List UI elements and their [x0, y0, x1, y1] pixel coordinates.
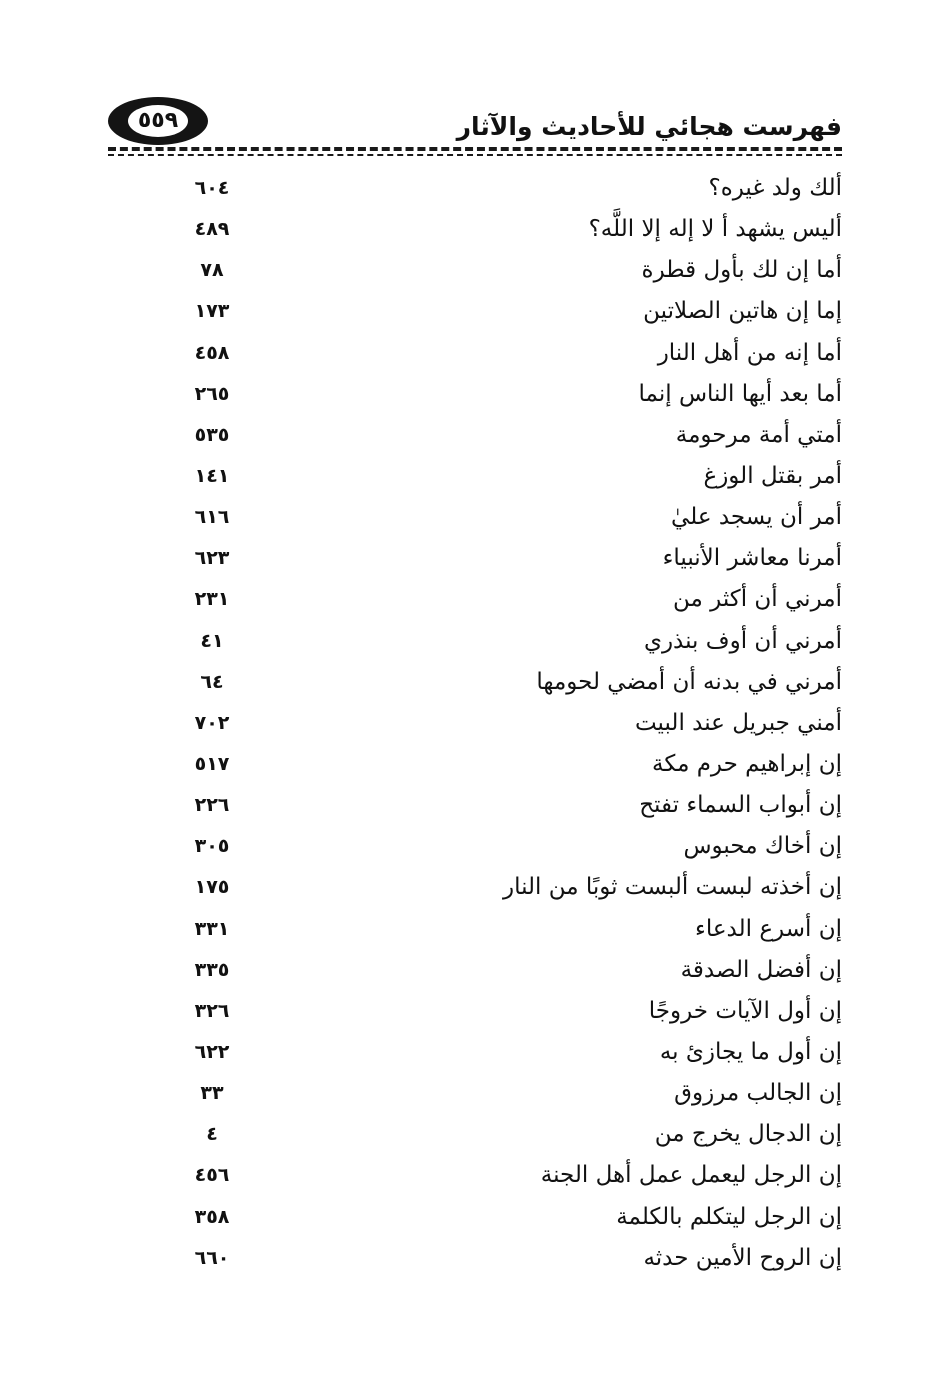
index-entry-text: إن أفضل الصدقة: [680, 956, 842, 983]
index-entry-page: ٣٠٥: [194, 835, 230, 858]
index-entry-page: ٢٣١: [194, 588, 230, 611]
index-entry-page: ٤٨٩: [194, 218, 230, 241]
index-entry-page: ٦٤: [200, 670, 224, 693]
index-entry-page: ٥١٧: [194, 752, 230, 775]
index-entry-page: ٦٢٢: [194, 1040, 230, 1063]
index-entry: [0, 1155, 946, 1196]
index-entry-page: ١٧٣: [194, 300, 230, 323]
index-entry-text: إن إبراهيم حرم مكة: [652, 750, 842, 777]
index-entry-text: أمرني أن أوف بنذري: [643, 627, 842, 654]
index-entry-text: إن أول الآيات خروجًا: [648, 997, 842, 1024]
index-entry-page: ٣٣١: [194, 917, 230, 940]
header-divider: [108, 147, 842, 151]
index-entry-text: أمتي أمة مرحومة: [675, 421, 842, 448]
index-entry-text: أمرني أن أكثر من: [673, 586, 842, 613]
index-entry: [0, 538, 946, 579]
index-entry: [0, 168, 946, 209]
index-entry: [0, 991, 946, 1032]
index-entry-page: ٦٠٤: [194, 177, 230, 199]
index-entry-page: ٤: [206, 1123, 218, 1146]
index-entry: [0, 209, 946, 250]
index-entry: [0, 826, 946, 867]
index-entry-page: ٧٨: [200, 259, 224, 282]
index-entry: [0, 1114, 946, 1155]
index-entry: [0, 250, 946, 291]
index-entry: [0, 456, 946, 497]
index-list: [0, 168, 946, 1279]
index-entry: [0, 785, 946, 826]
index-entry-page: ٤٥٨: [194, 341, 230, 364]
index-entry-text: أما بعد أيها الناس إنما: [638, 380, 842, 407]
index-entry-text: ألك ولد غيره؟: [708, 175, 842, 201]
index-entry-page: ٦٢٣: [194, 547, 230, 570]
index-entry: [0, 744, 946, 785]
index-entry-text: أمرنا معاشر الأنبياء: [662, 545, 842, 572]
index-entry: [0, 1197, 946, 1238]
index-entry-text: إما إن هاتين الصلاتين: [643, 298, 842, 325]
index-entry: [0, 867, 946, 908]
index-entry: [0, 1238, 946, 1279]
index-entry-page: ١٤١: [194, 464, 230, 487]
index-entry: [0, 579, 946, 620]
index-entry: [0, 909, 946, 950]
index-entry: [0, 662, 946, 703]
index-entry: [0, 950, 946, 991]
index-entry-text: أمرني في بدنه أن أمضي لحومها: [536, 668, 842, 695]
index-entry-page: ٣٣: [200, 1082, 224, 1105]
index-entry-page: ٢٦٥: [194, 382, 230, 405]
index-entry-page: ٥٣٥: [194, 423, 230, 446]
index-entry-text: أليس يشهد أ لا إله إلا اللَّه؟: [588, 216, 842, 243]
index-entry-page: ٣٢٦: [194, 999, 230, 1022]
index-entry-text: إن أخاك محبوس: [683, 833, 842, 860]
index-entry: [0, 415, 946, 456]
index-entry-page: ١٧٥: [194, 876, 230, 899]
index-entry: [0, 1032, 946, 1073]
index-entry-text: إن أول ما يجازئ به: [659, 1038, 842, 1065]
index-entry: [0, 703, 946, 744]
index-entry-page: ٦١٦: [194, 506, 230, 529]
running-header-title: فهرست هجائي للأحاديث والآثار: [456, 112, 842, 141]
page-number-badge: [108, 97, 208, 145]
index-entry-text: إن الروح الأمين حدثه: [643, 1244, 842, 1271]
index-entry-text: أما إن لك بأول قطرة: [641, 257, 842, 284]
index-entry-text: إن الرجل ليعمل عمل أهل الجنة: [540, 1162, 842, 1189]
index-entry: [0, 291, 946, 332]
index-entry: [0, 1073, 946, 1114]
index-entry-text: إن الجالب مرزوق: [674, 1080, 842, 1107]
index-entry-page: ٦٦٠: [194, 1246, 230, 1269]
index-entry: [0, 621, 946, 662]
index-entry-page: ٣٣٥: [194, 958, 230, 981]
index-entry-page: ٧٠٢: [194, 711, 230, 734]
index-entry-text: إن الرجل ليتكلم بالكلمة: [616, 1203, 842, 1230]
index-entry-text: إن أبواب السماء تفتح: [639, 792, 842, 819]
index-entry: [0, 374, 946, 415]
index-entry-text: إن أخذته لبست ألبست ثوبًا من النار: [502, 874, 842, 901]
index-entry: [0, 497, 946, 538]
index-entry-text: أمر بقتل الوزغ: [703, 462, 842, 489]
index-entry-text: أمر أن يسجد عليٰ: [671, 504, 842, 531]
index-entry: [0, 333, 946, 374]
index-entry-page: ٤٥٦: [194, 1164, 230, 1187]
header-divider-secondary: [108, 154, 842, 156]
index-entry-page: ٢٢٦: [194, 794, 230, 817]
index-entry-page: ٣٥٨: [194, 1205, 230, 1228]
index-entry-text: أما إنه من أهل النار: [657, 339, 842, 366]
index-entry-page: ٤١: [200, 629, 224, 652]
index-entry-text: إن الدجال يخرج من: [654, 1121, 842, 1148]
page-number: ٥٥٩: [128, 105, 188, 137]
index-entry-text: أمني جبريل عند البيت: [634, 709, 842, 736]
index-entry-text: إن أسرع الدعاء: [695, 915, 842, 942]
